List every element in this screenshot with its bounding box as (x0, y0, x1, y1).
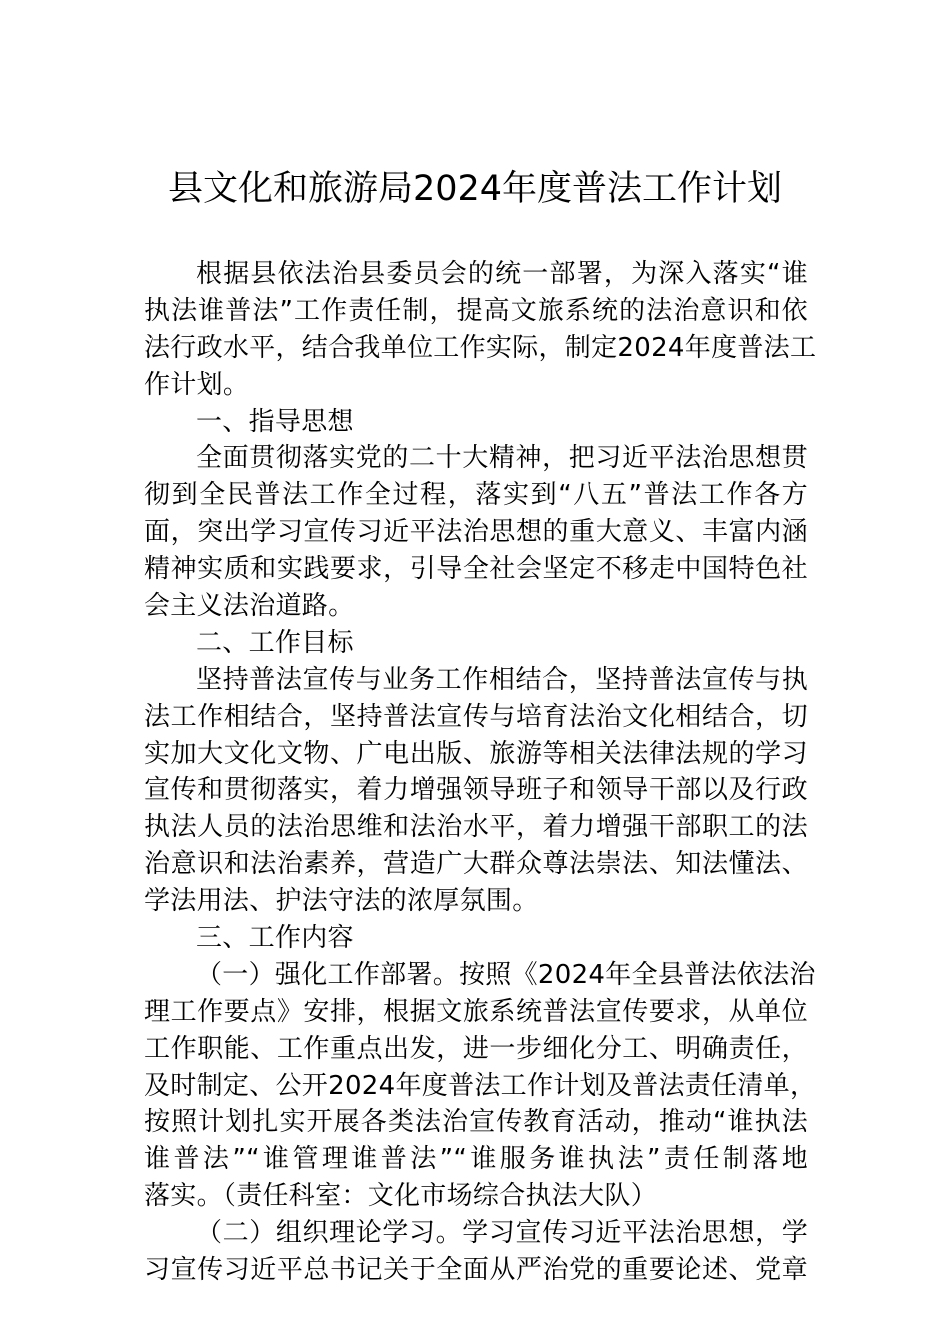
paragraph-line: 按照计划扎实开展各类法治宣传教育活动，推动“谁执法 (144, 1107, 808, 1138)
paragraph-line: 实加大文化文物、广电出版、旅游等相关法律法规的学习 (144, 738, 808, 769)
paragraph-line: 根据县依法治县委员会的统一部署，为深入落实“谁 (196, 259, 808, 289)
paragraph-line: 坚持普法宣传与业务工作相结合，坚持普法宣传与执 (196, 664, 808, 695)
paragraph-line: 落实。（责任科室：文化市场综合执法大队） (144, 1181, 658, 1212)
paragraph-line: 面，突出学习宣传习近平法治思想的重大意义、丰富内涵 (144, 517, 808, 548)
paragraph-line: （一）强化工作部署。按照《2024年全县普法依法治 (196, 959, 816, 990)
section-heading: 三、工作内容 (196, 923, 354, 954)
paragraph-line: 彻到全民普法工作全过程，落实到“八五”普法工作各方 (144, 480, 808, 511)
paragraph-line: 全面贯彻落实党的二十大精神，把习近平法治思想贯 (196, 443, 808, 474)
document-title: 县文化和旅游局2024年度普法工作计划 (167, 169, 783, 209)
paragraph-line: 法行政水平，结合我单位工作实际，制定2024年度普法工 (144, 332, 817, 363)
paragraph-line: 作计划。 (144, 369, 250, 400)
paragraph-line: （二）组织理论学习。学习宣传习近平法治思想，学 (196, 1218, 808, 1249)
paragraph-line: 谁普法”“谁管理谁普法”“谁服务谁执法”责任制落地 (144, 1144, 808, 1175)
section-heading: 一、指导思想 (196, 406, 354, 437)
paragraph-line: 治意识和法治素养，营造广大群众尊法崇法、知法懂法、 (144, 849, 808, 880)
paragraph-line: 法工作相结合，坚持普法宣传与培育法治文化相结合，切 (144, 701, 808, 732)
paragraph-line: 执法谁普法”工作责任制，提高文旅系统的法治意识和依 (144, 295, 808, 326)
paragraph-line: 执法人员的法治思维和法治水平，着力增强干部职工的法 (144, 812, 808, 843)
paragraph-line: 工作职能、工作重点出发，进一步细化分工、明确责任， (144, 1033, 808, 1064)
paragraph-line: 理工作要点》安排，根据文旅系统普法宣传要求，从单位 (144, 996, 808, 1027)
paragraph-line: 及时制定、公开2024年度普法工作计划及普法责任清单， (144, 1070, 817, 1101)
section-heading: 二、工作目标 (196, 627, 354, 658)
paragraph-line: 学法用法、护法守法的浓厚氛围。 (144, 886, 539, 917)
paragraph-line: 习宣传习近平总书记关于全面从严治党的重要论述、党章 (144, 1255, 808, 1286)
paragraph-line: 宣传和贯彻落实，着力增强领导班子和领导干部以及行政 (144, 775, 808, 806)
paragraph-line: 精神实质和实践要求，引导全社会坚定不移走中国特色社 (144, 554, 808, 585)
document-body (144, 256, 817, 1289)
paragraph-line: 会主义法治道路。 (144, 591, 355, 622)
